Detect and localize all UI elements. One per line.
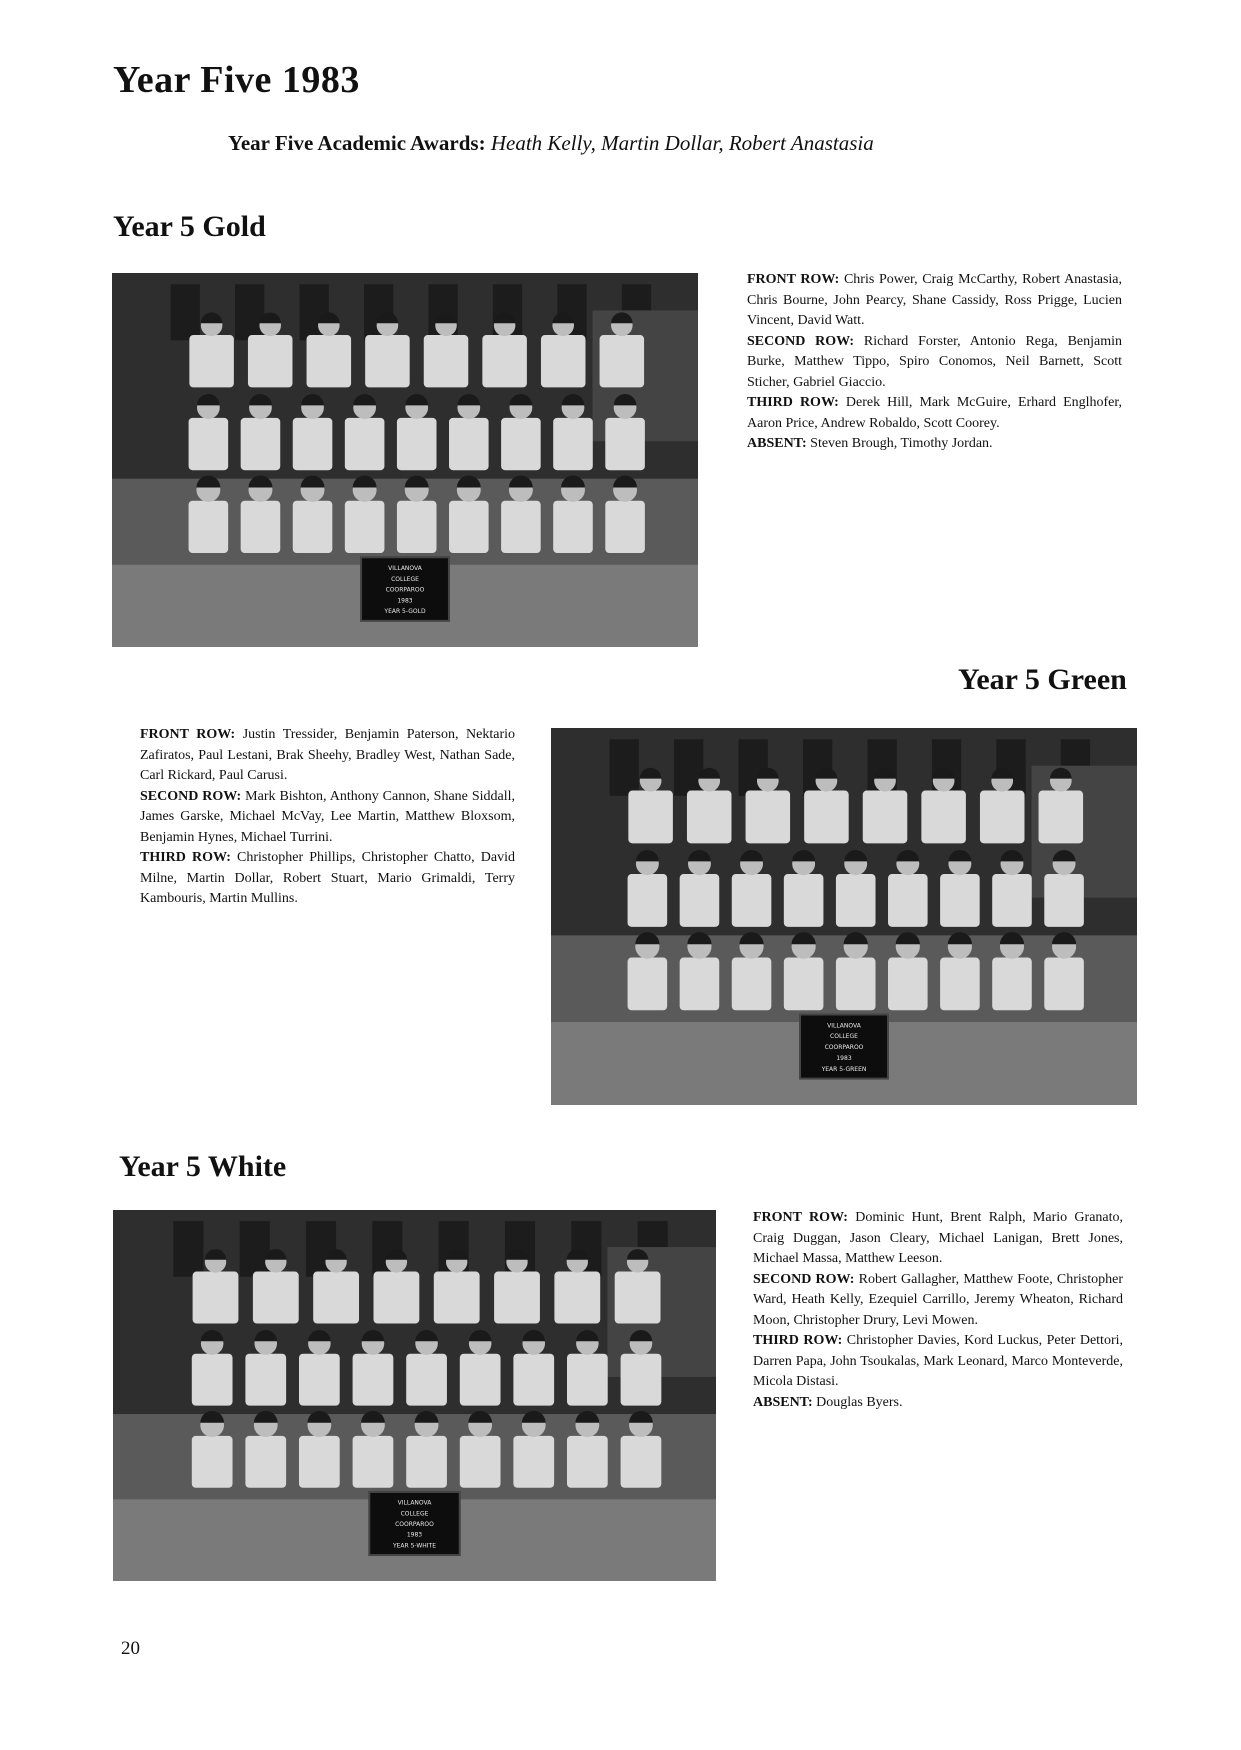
row-label: THIRD ROW: <box>747 395 839 410</box>
student-shirt <box>406 1436 447 1488</box>
sign-text: 1983 <box>836 1055 852 1063</box>
class-photo-gold <box>112 273 698 647</box>
student-shirt <box>501 418 541 470</box>
caption-row <box>747 393 1122 434</box>
page-number: 20 <box>121 1638 140 1659</box>
row-names: Chris Power, Craig McCarthy, Robert Anastasia, Chris Bourne, John Pearcy, Shane Cassidy, Ross Prigge, Lucien Vincent, David Watt. <box>747 272 1122 328</box>
sign-text: 1983 <box>397 597 413 605</box>
sign-text: VILLANOVA <box>388 564 422 572</box>
student-shirt <box>293 501 333 553</box>
student-shirt <box>615 1272 661 1324</box>
class-photo-green <box>551 728 1137 1105</box>
student-shirt <box>746 791 791 844</box>
student-shirt <box>245 1436 286 1488</box>
student-shirt <box>804 791 849 844</box>
student-shirt <box>732 874 772 927</box>
student-shirt <box>460 1354 501 1406</box>
caption-row <box>753 1393 1123 1414</box>
student-shirt <box>434 1272 480 1324</box>
student-shirt <box>621 1436 662 1488</box>
student-shirt <box>553 418 593 470</box>
row-names: Derek Hill, Mark McGuire, Erhard Englhofer, Aaron Price, Andrew Robaldo, Scott Coorey. <box>747 395 1123 431</box>
caption-row <box>140 848 515 910</box>
row-names: Dominic Hunt, Brent Ralph, Mario Granato, Craig Duggan, Jason Cleary, Michael Lanigan, Brett Jones, Michael Massa, Matthew Leeson. <box>753 1210 1124 1266</box>
student-shirt <box>680 958 720 1011</box>
window <box>674 739 703 796</box>
row-label: ABSENT: <box>753 1394 813 1410</box>
student-shirt <box>605 418 645 470</box>
student-shirt <box>554 1272 600 1324</box>
student-shirt <box>836 874 876 927</box>
row-label: SECOND ROW: <box>747 333 855 349</box>
student-shirt <box>365 335 410 387</box>
caption-green <box>140 725 515 910</box>
student-shirt <box>888 874 928 927</box>
student-shirt <box>784 874 824 927</box>
student-shirt <box>863 791 908 844</box>
sign-text: COLLEGE <box>830 1033 858 1041</box>
student-shirt <box>449 418 489 470</box>
sign-text: VILLANOVA <box>397 1499 432 1507</box>
student-shirt <box>553 501 593 553</box>
student-shirt <box>189 335 234 387</box>
sign-text: COORPAROO <box>824 1044 864 1052</box>
student-shirt <box>628 874 668 927</box>
sign-text: YEAR 5-WHITE <box>392 1542 437 1550</box>
student-shirt <box>940 958 980 1011</box>
student-shirt <box>397 501 437 553</box>
section-title-gold: Year 5 Gold <box>113 210 266 243</box>
sign-text: 1983 <box>406 1531 423 1539</box>
window <box>173 1221 203 1277</box>
sign-text: COORPAROO <box>385 586 425 594</box>
window <box>240 1221 270 1277</box>
student-shirt <box>253 1272 299 1324</box>
section-title-green: Year 5 Green <box>958 663 1127 696</box>
row-names: Robert Gallagher, Matthew Foote, Christopher Ward, Heath Kelly, Ezequiel Carrillo, Jeremy Wheaton, Richard Moon, Christopher Drury, Levi Mowen. <box>753 1271 1124 1328</box>
student-shirt <box>353 1354 394 1406</box>
sign-text: COLLEGE <box>400 1510 429 1518</box>
student-shirt <box>567 1436 608 1488</box>
student-shirt <box>307 335 352 387</box>
student-shirt <box>193 1272 239 1324</box>
row-label: FRONT ROW: <box>753 1210 848 1225</box>
row-label: SECOND ROW: <box>753 1271 855 1287</box>
student-shirt <box>600 335 645 387</box>
caption-row <box>753 1270 1123 1332</box>
sign-text: YEAR 5-GREEN <box>821 1065 867 1073</box>
row-names: Christopher Phillips, Christopher Chatto, David Milne, Martin Dollar, Robert Stuart, Mario Grimaldi, Terry Kambouris, Martin Mullins. <box>140 850 515 906</box>
student-shirt <box>460 1436 501 1488</box>
sign-text: YEAR 5-GOLD <box>384 608 426 616</box>
student-shirt <box>513 1354 554 1406</box>
student-shirt <box>241 501 281 553</box>
student-shirt <box>189 501 229 553</box>
row-label: SECOND ROW: <box>140 788 242 804</box>
student-shirt <box>992 874 1032 927</box>
student-shirt <box>940 874 980 927</box>
section-title-white: Year 5 White <box>119 1150 287 1183</box>
student-shirt <box>1044 874 1084 927</box>
student-shirt <box>248 335 293 387</box>
awards-names: Heath Kelly, Martin Dollar, Robert Anastasia <box>490 131 874 155</box>
student-shirt <box>567 1354 608 1406</box>
caption-white <box>753 1208 1123 1413</box>
student-shirt <box>836 958 876 1011</box>
row-names: Justin Tressider, Benjamin Paterson, Nektario Zafiratos, Paul Lestani, Brak Sheehy, Bradley West, Nathan Sade, Carl Rickard, Paul Carusi. <box>140 727 515 783</box>
student-shirt <box>189 418 229 470</box>
row-label: FRONT ROW: <box>140 727 236 742</box>
student-shirt <box>888 958 928 1011</box>
academic-awards <box>228 131 874 156</box>
student-shirt <box>345 418 385 470</box>
row-label: FRONT ROW: <box>747 272 840 287</box>
caption-row <box>747 332 1122 394</box>
student-shirt <box>992 958 1032 1011</box>
student-shirt <box>513 1436 554 1488</box>
row-names: Christopher Davies, Kord Luckus, Peter Dettori, Darren Papa, John Tsoukalas, Mark Leonard, Marco Monteverde, Micola Distasi. <box>753 1333 1124 1389</box>
student-shirt <box>245 1354 286 1406</box>
student-shirt <box>424 335 469 387</box>
row-names: Mark Bishton, Anthony Cannon, Shane Siddall, James Garske, Michael McVay, Lee Martin, Matthew Bloxsom, Benjamin Hynes, Michael Turrini. <box>140 788 516 845</box>
student-shirt <box>605 501 645 553</box>
student-shirt <box>680 874 720 927</box>
student-shirt <box>192 1354 233 1406</box>
class-photo-white <box>113 1210 716 1581</box>
student-shirt <box>621 1354 662 1406</box>
sign-text: VILLANOVA <box>827 1022 861 1030</box>
row-names: Steven Brough, Timothy Jordan. <box>810 436 993 451</box>
student-shirt <box>921 791 966 844</box>
caption-row <box>747 434 1122 455</box>
student-shirt <box>784 958 824 1011</box>
student-shirt <box>628 791 673 844</box>
student-shirt <box>313 1272 359 1324</box>
sign-text: COORPAROO <box>395 1521 434 1529</box>
student-shirt <box>241 418 281 470</box>
student-shirt <box>1039 791 1084 844</box>
page-title: Year Five 1983 <box>113 59 360 101</box>
caption-row <box>753 1208 1123 1270</box>
student-shirt <box>449 501 489 553</box>
student-shirt <box>299 1436 340 1488</box>
caption-row <box>747 270 1122 332</box>
student-shirt <box>192 1436 233 1488</box>
student-shirt <box>494 1272 540 1324</box>
window <box>235 284 264 340</box>
window <box>171 284 200 340</box>
caption-gold <box>747 270 1122 455</box>
student-shirt <box>345 501 385 553</box>
row-label: THIRD ROW: <box>753 1333 843 1348</box>
student-shirt <box>293 418 333 470</box>
student-shirt <box>373 1272 419 1324</box>
row-names: Douglas Byers. <box>816 1394 903 1410</box>
student-shirt <box>541 335 586 387</box>
student-shirt <box>501 501 541 553</box>
student-shirt <box>980 791 1025 844</box>
row-label: ABSENT: <box>747 436 807 451</box>
student-shirt <box>628 958 668 1011</box>
student-shirt <box>406 1354 447 1406</box>
caption-row <box>140 787 515 849</box>
student-shirt <box>687 791 732 844</box>
student-shirt <box>299 1354 340 1406</box>
student-shirt <box>353 1436 394 1488</box>
window <box>610 739 639 796</box>
student-shirt <box>482 335 527 387</box>
student-shirt <box>1044 958 1084 1011</box>
awards-label: Year Five Academic Awards: <box>228 131 486 155</box>
row-label: THIRD ROW: <box>140 850 231 865</box>
student-shirt <box>397 418 437 470</box>
sign-text: COLLEGE <box>391 575 419 583</box>
caption-row <box>140 725 515 787</box>
caption-row <box>753 1331 1123 1393</box>
row-names: Richard Forster, Antonio Rega, Benjamin Burke, Matthew Tippo, Spiro Conomos, Neil Barnett, Scott Sticher, Gabriel Giaccio. <box>747 333 1123 390</box>
student-shirt <box>732 958 772 1011</box>
